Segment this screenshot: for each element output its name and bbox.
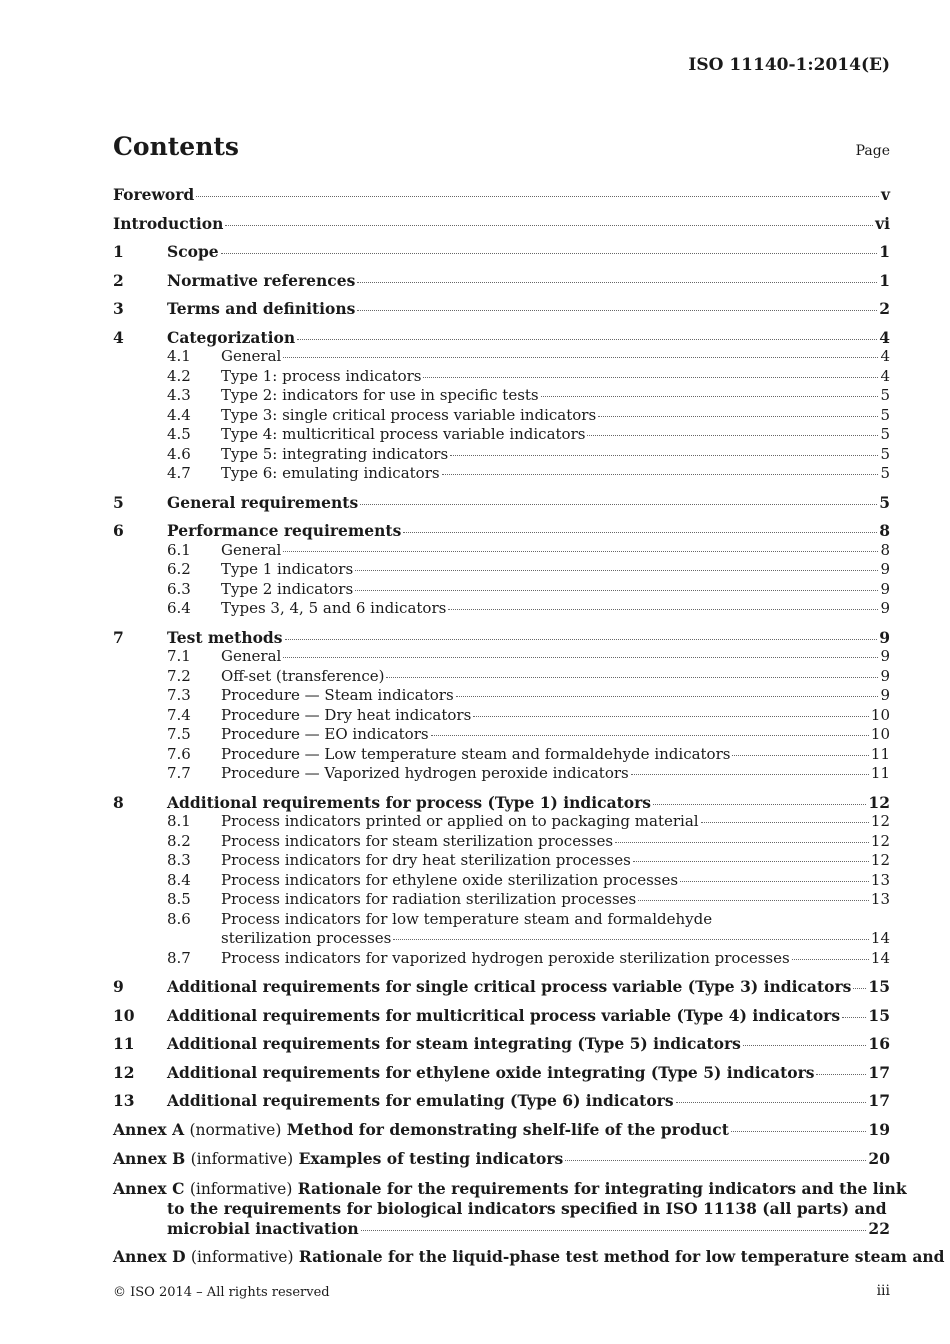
toc-entry-4-7[interactable] [113,464,890,484]
toc-page: vi [875,213,890,233]
toc-title: Process indicators for steam sterilization processes [221,831,614,850]
toc-number: 8.4 [167,870,191,889]
toc-page: 5 [880,444,890,463]
toc-entry-annex-c[interactable] [113,1178,907,1239]
toc-title: Procedure — Low temperature steam and formaldehyde indicators [221,744,731,763]
toc-entry-6[interactable] [113,521,890,541]
toc-page: 20 [868,1149,890,1168]
toc-entry-6-4[interactable] [113,599,890,619]
toc-number: 7.1 [167,647,191,665]
toc-title: General [221,347,282,365]
toc-entry-8-5[interactable] [113,890,890,910]
copyright-notice: © ISO 2014 – All rights reserved [113,1285,330,1300]
toc-number: 6.1 [167,540,191,559]
toc-page: 1 [879,270,890,290]
annex-label: Annex A [113,1119,185,1139]
toc-entry-6-1[interactable] [113,541,890,561]
dot-leader [285,639,878,640]
toc-page: 4 [880,366,890,385]
toc-title: Additional requirements for ethylene oxide integrating (Type 5) indicators [167,1062,815,1082]
dot-leader [638,900,869,901]
dot-leader [587,435,878,436]
dot-leader [565,1160,866,1161]
toc-title: General [221,540,282,559]
dot-leader [393,939,869,940]
toc-number: 4.2 [167,366,191,385]
annex-d-line1 [113,1247,945,1268]
toc-title: Foreword [113,185,195,204]
annex-c-line1 [113,1178,907,1200]
toc-entry-3[interactable] [113,299,890,319]
toc-number: 8.3 [167,851,191,869]
toc-number: 6.2 [167,560,191,578]
dot-leader [598,416,878,417]
toc-page: 8 [880,540,890,559]
annex-kind: (informative) [189,1179,293,1198]
toc-page: 12 [870,831,890,850]
toc-page: 19 [868,1119,890,1139]
toc-entry-9[interactable] [113,977,890,997]
toc-entry-4[interactable] [113,328,890,348]
toc-number: 1 [113,242,124,261]
annex-name: Method for demonstrating shelf-life of the product [286,1119,729,1139]
toc-page: 9 [880,579,890,598]
toc-number: 5 [113,492,124,512]
toc-number: 7.6 [167,744,191,763]
toc-number: 4 [113,327,124,347]
toc-entry-8-7[interactable] [113,949,890,969]
dot-leader [653,804,866,805]
toc-number: 7.7 [167,764,191,782]
toc-page: 9 [880,686,890,704]
toc-entry-13[interactable] [113,1091,890,1111]
dot-leader [355,590,878,591]
toc-title: Process indicators for ethylene oxide sterilization processes [221,870,679,889]
toc-page: 9 [880,666,890,685]
toc-number: 4.3 [167,386,191,404]
dot-leader [431,735,869,736]
annex-name-line1: Rationale for the requirements for integrating indicators and the link [297,1178,907,1198]
toc-title: Additional requirements for process (Type 1) indicators [167,792,652,812]
toc-page: 11 [870,764,890,782]
dot-leader [442,474,879,475]
toc-page: 1 [879,242,890,261]
toc-entry-7-2[interactable] [113,667,890,687]
toc-title: Process indicators for dry heat sterilization processes [221,851,631,869]
toc-entry-annex-d[interactable] [113,1247,945,1268]
toc-entry-7-4[interactable] [113,706,890,726]
toc-page: 16 [868,1034,890,1053]
toc-page: 5 [880,464,890,482]
toc-number: 12 [113,1062,135,1082]
toc-page: 4 [879,327,890,347]
toc-number: 8.2 [167,831,191,850]
annex-c-line3 [113,1219,890,1239]
toc-page: 17 [868,1091,890,1110]
toc-number: 10 [113,1005,135,1025]
toc-title: Type 2: indicators for use in specific tests [221,386,539,404]
toc-number: 6.3 [167,579,191,598]
dot-leader [676,1102,867,1103]
toc-title: Type 2 indicators [221,579,354,598]
table-of-contents [113,185,945,1268]
toc-number: 4.4 [167,405,191,424]
toc-title: Test methods [167,627,283,647]
toc-page: 5 [880,405,890,424]
toc-number: 8 [113,792,124,812]
annex-kind: (informative) [190,1150,294,1168]
toc-entry-annex-b[interactable] [113,1149,890,1170]
toc-page: 22 [868,1218,890,1238]
dot-leader [853,988,866,989]
dot-leader [631,774,869,775]
toc-entry-4-4[interactable] [113,406,890,426]
annex-name-line3: microbial inactivation [167,1218,359,1238]
dot-leader [792,959,869,960]
toc-entry-7-1[interactable] [113,647,890,667]
annex-c-line2: to the requirements for biological indicators specified in ISO 11138 (all parts) and [167,1199,887,1218]
toc-title: Process indicators for radiation sterilization processes [221,890,637,908]
toc-page: v [880,185,890,204]
dot-leader [423,377,878,378]
toc-number: 6.4 [167,599,191,617]
toc-page: 15 [868,977,890,996]
annex-label: Annex B [113,1149,186,1168]
toc-entry-5[interactable] [113,493,890,513]
toc-title: Additional requirements for multicritical process variable (Type 4) indicators [167,1005,841,1025]
toc-page: 4 [880,347,890,365]
dot-leader [357,282,877,283]
annex-title [113,1149,563,1170]
toc-entry-6-3[interactable] [113,580,890,600]
dot-leader [403,532,877,533]
toc-title: Additional requirements for steam integrating (Type 5) indicators [167,1034,741,1053]
toc-number: 4.6 [167,444,191,463]
toc-page: 9 [880,599,890,617]
toc-page: 13 [870,890,890,908]
toc-entry-8-2[interactable] [113,832,890,852]
toc-page: 14 [870,929,890,947]
toc-title: Normative references [167,270,356,290]
toc-page: 5 [880,386,890,404]
toc-page: 10 [870,725,890,743]
toc-title: Terms and definitions [167,299,356,318]
toc-entry-8-4[interactable] [113,871,890,891]
toc-page: 2 [879,299,890,318]
dot-leader [732,755,868,756]
toc-title: Types 3, 4, 5 and 6 indicators [221,599,447,617]
dot-leader [221,253,878,254]
toc-entry-2[interactable] [113,271,890,291]
dot-leader [743,1045,867,1046]
toc-number: 13 [113,1091,135,1110]
annex-kind: (informative) [190,1248,294,1266]
toc-title: Type 1: process indicators [221,366,422,385]
annex-kind: (normative) [189,1120,282,1139]
dot-leader [360,504,877,505]
toc-title: Off-set (transference) [221,666,385,685]
toc-entry-4-3[interactable] [113,386,890,406]
page-column-label: Page [855,143,890,159]
toc-number: 3 [113,299,124,318]
toc-number: 7.2 [167,666,191,685]
toc-number: 6 [113,521,124,540]
annex-title [113,1120,729,1141]
toc-page: 15 [868,1005,890,1025]
toc-entry-4-5[interactable] [113,425,890,445]
toc-number: 11 [113,1034,135,1053]
toc-page: 12 [868,792,890,812]
toc-entry-introduction[interactable] [113,214,890,234]
dot-leader [196,196,879,197]
toc-entry-12[interactable] [113,1063,890,1083]
annex-name: Examples of testing indicators [298,1149,564,1168]
toc-entry-7[interactable] [113,628,890,648]
toc-entry-4-1[interactable] [113,347,890,367]
dot-leader [361,1230,867,1231]
toc-entry-7-7[interactable] [113,764,890,784]
toc-title: Additional requirements for emulating (Type 6) indicators [167,1091,674,1110]
toc-title: Type 4: multicritical process variable indicators [221,425,586,443]
page-number: iii [876,1283,890,1299]
dot-leader [456,696,879,697]
dot-leader [386,677,878,678]
toc-page: 17 [868,1062,890,1082]
toc-title: Scope [167,242,219,261]
toc-entry-foreword[interactable] [113,185,890,205]
dot-leader [701,822,869,823]
toc-number: 2 [113,270,124,290]
toc-title: Type 1 indicators [221,560,354,578]
dot-leader [615,842,869,843]
toc-title-line1: Process indicators for low temperature steam and formaldehyde [221,909,713,928]
document-id: ISO 11140-1:2014(E) [688,55,890,75]
toc-title: Procedure — Steam indicators [221,686,454,704]
toc-page: 11 [870,744,890,763]
toc-entry-8-6[interactable] [113,910,890,930]
toc-page: 5 [879,492,890,512]
dot-leader [355,570,878,571]
toc-entry-4-2[interactable] [113,367,890,387]
toc-entry-11[interactable] [113,1034,890,1054]
dot-leader [448,609,878,610]
toc-number: 7.3 [167,686,191,704]
toc-title: Procedure — Dry heat indicators [221,705,472,724]
toc-title: Type 3: single critical process variable indicators [221,405,597,424]
dot-leader [731,1131,867,1132]
contents-heading: Contents [113,132,240,161]
toc-title: General [221,647,282,665]
toc-entry-8-3[interactable] [113,851,890,871]
toc-title: Process indicators for vaporized hydrogen peroxide sterilization processes [221,948,790,967]
toc-entry-8[interactable] [113,793,890,813]
toc-page: 8 [879,521,890,540]
toc-page: 10 [870,705,890,724]
toc-title: Categorization [167,327,296,347]
toc-title: Type 6: emulating indicators [221,464,440,482]
toc-number: 8.6 [167,909,191,928]
toc-number: 8.1 [167,812,191,830]
dot-leader [283,657,878,658]
toc-page: 13 [870,870,890,889]
toc-entry-1[interactable] [113,242,890,262]
toc-number: 4.7 [167,464,191,482]
toc-entry-8-6-continued[interactable] [113,929,890,949]
toc-number: 7.4 [167,705,191,724]
toc-number: 7.5 [167,725,191,743]
toc-number: 8.7 [167,948,191,967]
toc-entry-7-5[interactable] [113,725,890,745]
toc-entry-7-6[interactable] [113,745,890,765]
dot-leader [633,861,869,862]
dot-leader [541,396,879,397]
toc-page: 9 [879,627,890,647]
toc-page: 5 [880,425,890,443]
toc-number: 9 [113,977,124,996]
toc-entry-6-2[interactable] [113,560,890,580]
toc-title: Additional requirements for single critical process variable (Type 3) indicators [167,977,852,996]
annex-label: Annex D [113,1247,186,1266]
toc-page: 12 [870,812,890,830]
toc-page: 9 [880,647,890,665]
dot-leader [450,455,878,456]
dot-leader [473,716,869,717]
toc-number: 4.1 [167,347,191,365]
annex-label: Annex C [113,1178,185,1198]
toc-entry-4-6[interactable] [113,445,890,465]
dot-leader [283,357,878,358]
toc-title: General requirements [167,492,359,512]
toc-number: 7 [113,627,124,647]
toc-page: 14 [870,948,890,967]
dot-leader [816,1074,866,1075]
dot-leader [680,881,869,882]
toc-title: Process indicators printed or applied on to packaging material [221,812,699,830]
dot-leader [225,225,873,226]
toc-entry-annex-a[interactable] [113,1120,890,1141]
toc-page: 12 [870,851,890,869]
toc-entry-10[interactable] [113,1006,890,1026]
toc-page: 9 [880,560,890,578]
annex-name: Rationale for the liquid-phase test method for low temperature steam and [298,1247,945,1266]
toc-title: Procedure — EO indicators [221,725,429,743]
toc-title-line2: sterilization processes [221,929,392,947]
toc-entry-7-3[interactable] [113,686,890,706]
toc-title: Introduction [113,213,224,233]
toc-title: Performance requirements [167,521,402,540]
dot-leader [842,1017,866,1018]
dot-leader [297,339,877,340]
toc-number: 4.5 [167,425,191,443]
toc-title: Procedure — Vaporized hydrogen peroxide indicators [221,764,629,782]
toc-number: 8.5 [167,890,191,908]
toc-title: Type 5: integrating indicators [221,444,449,463]
dot-leader [283,551,878,552]
toc-entry-8-1[interactable] [113,812,890,832]
dot-leader [357,310,877,311]
